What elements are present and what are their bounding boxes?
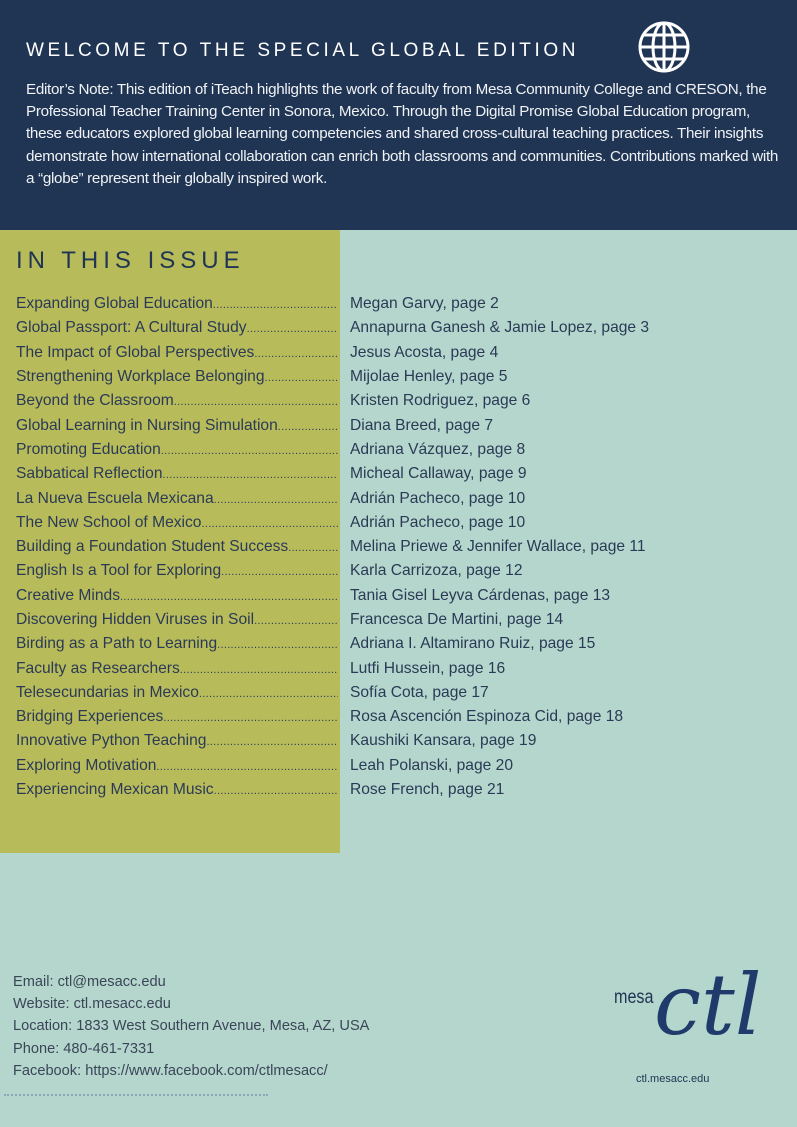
toc-item-title: Birding as a Path to Learning [16,635,218,653]
globe-icon [637,20,691,74]
toc-item-author: Rose French, page 21 [350,781,505,799]
dot-leader [120,587,338,605]
contact-location: Location: 1833 West Southern Avenue, Mesa, AZ, USA [13,1018,370,1035]
toc-item-author: Kristen Rodriguez, page 6 [350,392,531,410]
toc-item-title: Global Learning in Nursing Simulation [16,416,278,434]
toc-item[interactable] [16,608,796,632]
toc-item[interactable] [16,341,796,365]
toc-item-title-wrap [16,611,338,629]
toc-item-author: Sofía Cota, page 17 [350,683,489,701]
toc-item[interactable] [16,316,796,340]
toc-item[interactable] [16,559,796,583]
toc-item-title: Building a Foundation Student Success [16,538,289,556]
dot-leader [214,490,338,508]
toc-item-author: Annapurna Ganesh & Jamie Lopez, page 3 [350,319,650,337]
dot-leader [254,344,338,362]
toc-item-title: Experiencing Mexican Music [16,781,214,799]
dot-leader [201,514,338,532]
toc-item-title-wrap [16,684,338,702]
toc-item[interactable] [16,681,796,705]
toc-item-title: Exploring Motivation [16,756,157,774]
dot-leader [214,781,338,799]
toc-item[interactable] [16,535,796,559]
toc-item-title-wrap [16,368,338,386]
toc-item-title: Innovative Python Teaching [16,732,207,750]
toc-item[interactable] [16,656,796,680]
toc-item-author: Adrián Pacheco, page 10 [350,489,526,507]
toc-item-author: Adriana Vázquez, page 8 [350,440,526,458]
toc-item-author: Tania Gisel Leyva Cárdenas, page 13 [350,586,611,604]
toc-item-author: Rosa Ascención Espinoza Cid, page 18 [350,708,624,726]
toc-item-title: La Nueva Escuela Mexicana [16,489,214,507]
logo-url: ctl.mesacc.edu [636,1073,710,1085]
toc-item-author: Leah Polanski, page 20 [350,756,513,774]
logo-mesa: mesa [614,987,654,1008]
contact-facebook: Facebook: https://www.facebook.com/ctlmesacc/ [13,1062,328,1079]
dot-leader [217,635,338,653]
toc-item-title: Telesecundarias in Mexico [16,683,199,701]
toc-item-title: Beyond the Classroom [16,392,174,410]
toc-item-title-wrap [16,708,338,726]
toc-item-author: Diana Breed, page 7 [350,416,494,434]
toc-item-title: Creative Minds [16,586,120,604]
toc-title: IN THIS ISSUE [16,247,245,274]
toc-item-title-wrap [16,660,338,678]
toc-item[interactable] [16,632,796,656]
contact-email: Email: ctl@mesacc.edu [13,974,166,990]
toc-item[interactable] [16,462,796,486]
dot-leader [278,417,338,435]
toc-item-title: Faculty as Researchers [16,659,180,677]
toc-item[interactable] [16,389,796,413]
toc-item-title-wrap [16,417,338,435]
toc-item[interactable] [16,438,796,462]
toc-item[interactable] [16,778,796,802]
dot-leader [161,441,338,459]
toc-item[interactable] [16,292,796,316]
toc-item-title-wrap [16,635,338,653]
toc-item-author: Kaushiki Kansara, page 19 [350,732,537,750]
toc-item-author: Mijolae Henley, page 5 [350,368,508,386]
toc-item[interactable] [16,365,796,389]
toc-item-author: Francesca De Martini, page 14 [350,611,564,628]
dot-leader [206,732,338,750]
contact-info [13,971,369,1082]
dot-leader [174,392,338,410]
dot-leader [163,708,338,726]
dot-leader [163,465,339,483]
toc-item-author: Lutfi Hussein, page 16 [350,659,506,677]
toc-item[interactable] [16,584,796,608]
toc-list [16,292,796,802]
toc-item-title-wrap [16,441,338,459]
toc-item-title: Promoting Education [16,440,161,458]
contact-phone: Phone: 480-461-7331 [13,1040,155,1057]
toc-item-title: Global Passport: A Cultural Study [16,319,247,337]
toc-item-title: The Impact of Global Perspectives [16,343,255,361]
toc-item-author: Megan Garvy, page 2 [350,295,499,313]
contact-website: Website: ctl.mesacc.edu [13,996,171,1013]
toc-item-title: Expanding Global Education [16,295,213,313]
dot-leader [213,295,338,313]
toc-item[interactable] [16,754,796,778]
dot-leader [156,757,338,775]
toc-item[interactable] [16,729,796,753]
dot-leader [199,684,338,702]
toc-item-title: Strengthening Workplace Belonging [16,368,265,386]
editors-note: Editor’s Note: This edition of iTeach highlights the work of faculty from Mesa Community College and CRESON, the Professional Teacher Training Center in Sonora, Mexico. Through the Digital Promise Global Education program, these educators explored global learning competencies and shared cross-cultural teaching practices. Their insights demonstrate how international collaboration can enrich both classrooms and communities. Contributions marked with a “globe” represent their globally inspired work. [26,81,779,187]
toc-item-title-wrap [16,465,338,483]
toc-item-author: Adrián Pacheco, page 10 [350,513,526,531]
toc-item[interactable] [16,486,796,510]
toc-item-title-wrap [16,514,338,532]
dot-leader [254,611,338,629]
toc-item-title-wrap [16,538,338,556]
dot-leader [247,319,338,337]
toc-item[interactable] [16,705,796,729]
toc-item-author: Karla Carrizoza, page 12 [350,562,523,580]
toc-item-title-wrap [16,757,338,775]
toc-item[interactable] [16,413,796,437]
dot-leader [221,562,338,580]
dot-leader [180,660,338,678]
toc-item-title-wrap [16,732,338,750]
toc-item-author: Melina Priewe & Jennifer Wallace, page 11 [350,538,646,556]
toc-item-title: The New School of Mexico [16,513,202,531]
toc-item-title: Bridging Experiences [16,708,164,726]
toc-item-title-wrap [16,781,338,799]
dotted-divider [4,1094,268,1096]
toc-item-title-wrap [16,562,338,580]
toc-item-title-wrap [16,587,338,605]
mesa-ctl-logo [606,950,766,1100]
toc-item-title-wrap [16,295,338,313]
welcome-title: WELCOME TO THE SPECIAL GLOBAL EDITION [26,40,580,61]
toc-item-author: Micheal Callaway, page 9 [350,465,527,483]
toc-item-title: English Is a Tool for Exploring [16,562,222,580]
header-banner [0,0,797,230]
dot-leader [265,368,338,386]
toc-item-title: Sabbatical Reflection [16,465,163,483]
dot-leader [288,538,338,556]
toc-item-title: Discovering Hidden Viruses in Soil [16,611,255,628]
toc-item-title-wrap [16,392,338,410]
toc-item-author: Adriana I. Altamirano Ruiz, page 15 [350,635,596,653]
toc-item-title-wrap [16,490,338,508]
toc-item-author: Jesus Acosta, page 4 [350,343,499,361]
toc-item-title-wrap [16,344,338,362]
logo-ctl: ctl [654,956,762,1054]
toc-item[interactable] [16,511,796,535]
toc-item-title-wrap [16,319,338,337]
